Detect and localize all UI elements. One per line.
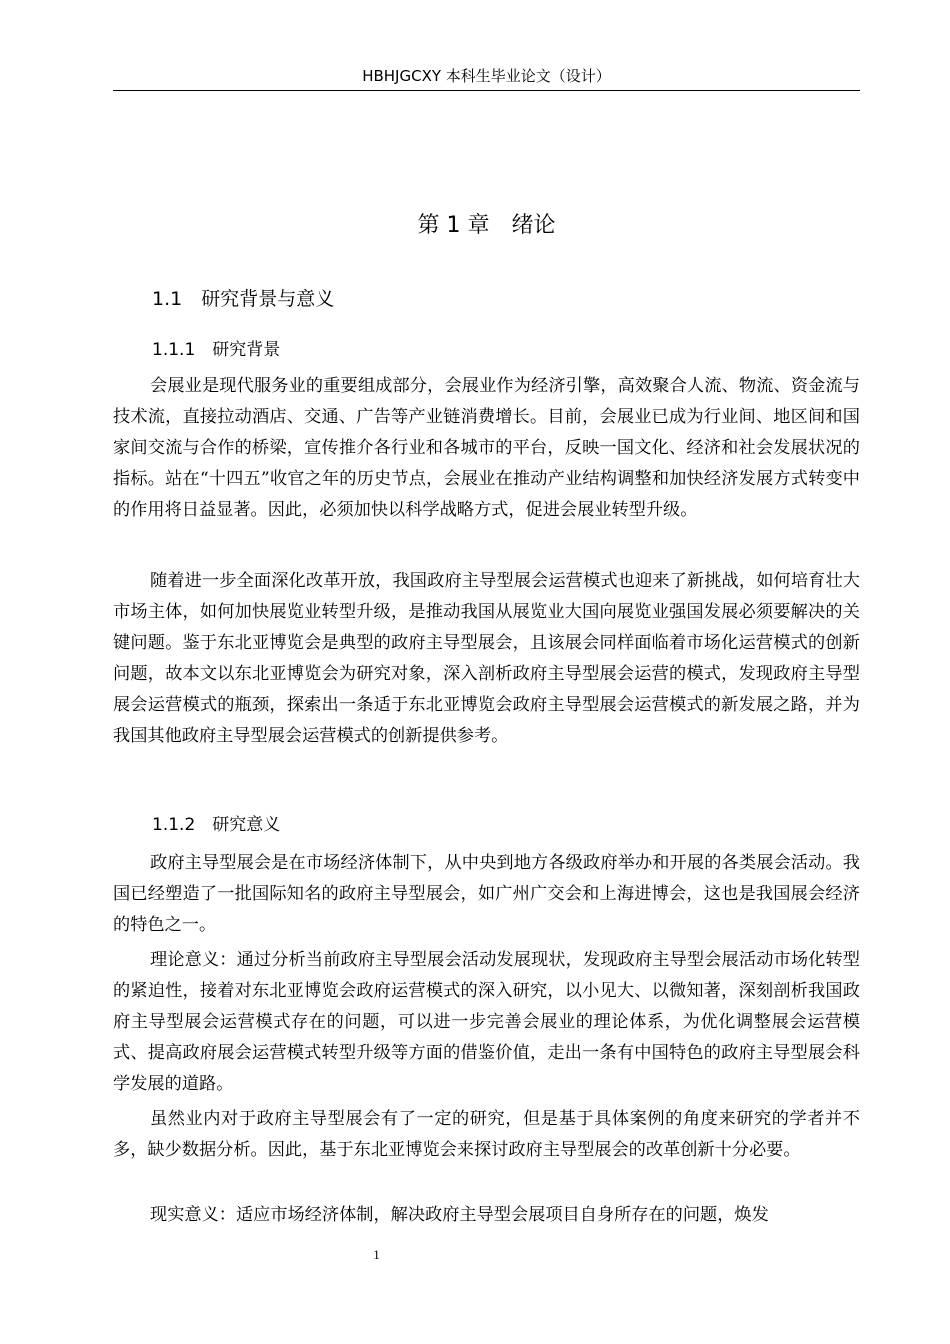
paragraph: 政府主导型展会是在市场经济体制下，从中央到地方各级政府举办和开展的各类展会活动。我国已经塑造了一批国际知名的政府主导型展会，如广州广交会和上海进博会，这也是我国展会经济的特色之一。 [113,853,860,935]
paragraph: 会展业是现代服务业的重要组成部分，会展业作为经济引擎，高效聚合人流、物流、资金流与技术流，直接拉动酒店、交通、广告等产业链消费增长。目前，会展业已成为行业间、地区间和国家间交流与合作的桥梁，宣传推介各行业和各城市的平台，反映一国文化、经济和社会发展状况的指标。站在“十四五”收官之年的历史节点，会展业在推动产业结构调整和加快经济发展方式转变中的作用将日益显著。因此，必须加快以科学战略方式，促进会展业转型升级。 [113,376,860,520]
header-rule [113,90,860,91]
subsection-heading: 1.1.2 研究意义 [152,815,281,835]
chapter-title: 第 1 章 绪论 [417,213,556,238]
paragraph: 虽然业内对于政府主导型展会有了一定的研究，但是基于具体案例的角度来研究的学者并不多，缺少数据分析。因此，基于东北亚博览会来探讨政府主导型展会的改革创新十分必要。 [113,1109,860,1160]
paragraph: 随着进一步全面深化改革开放，我国政府主导型展会运营模式也迎来了新挑战，如何培育壮大市场主体，如何加快展览业转型升级，是推动我国从展览业大国向展览业强国发展必须要解决的关键问题。鉴于东北亚博览会是典型的政府主导型展会，且该展会同样面临着市场化运营模式的创新问题，故本文以东北亚博览会为研究对象，深入剖析政府主导型展会运营的模式，发现政府主导型展会运营模式的瓶颈，探索出一条适于东北亚博览会政府主导型展会运营模式的新发展之路，并为我国其他政府主导型展会运营模式的创新提供参考。 [113,571,860,746]
running-header: HBHJGCXY 本科生毕业论文（设计） [362,67,611,85]
page-number: 1 [373,1247,380,1262]
paragraph: 理论意义：通过分析当前政府主导型展会活动发展现状，发现政府主导型会展活动市场化转型的紧迫性，接着对东北亚博览会政府运营模式的深入研究，以小见大、以微知著，深刻剖析我国政府主导型展会运营模式存在的问题，可以进一步完善会展业的理论体系，为优化调整展会运营模式、提高政府展会运营模式转型升级等方面的借鉴价值，走出一条有中国特色的政府主导型展会科学发展的道路。 [113,950,860,1094]
subsection-heading: 1.1.1 研究背景 [152,340,281,360]
paragraph: 现实意义：适应市场经济体制，解决政府主导型会展项目自身所存在的问题，焕发 [150,1205,769,1225]
section-heading: 1.1 研究背景与意义 [152,288,335,310]
